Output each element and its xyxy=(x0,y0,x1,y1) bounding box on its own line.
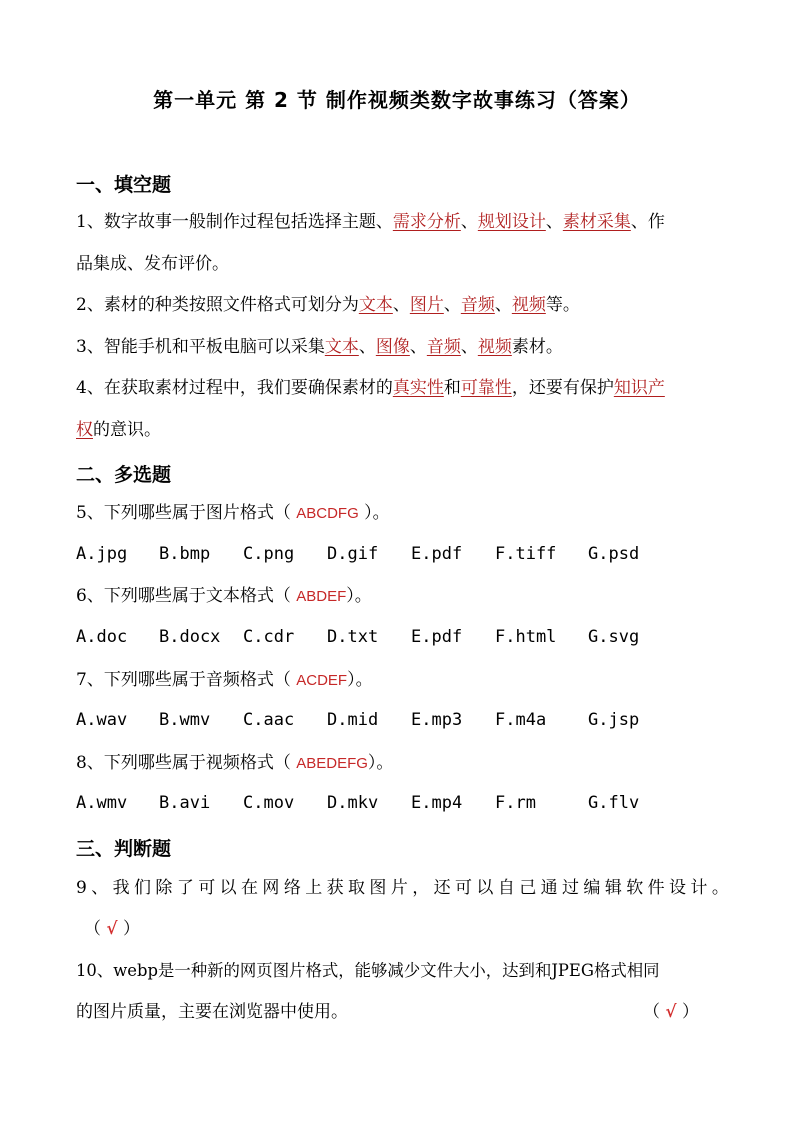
q2-answer-3: 音频 xyxy=(460,295,495,315)
q2-sep: 、 xyxy=(443,295,461,315)
q5-option: D.gif xyxy=(327,544,379,564)
q7-option: A.wav xyxy=(76,710,128,730)
q6-option: A.doc xyxy=(76,627,128,647)
section-heading-multiple-choice: 二、多选题 xyxy=(76,464,172,486)
q5-option: F.tiff xyxy=(495,544,557,564)
q4-prefix: 4、在获取素材过程中，我们要确保素材的 xyxy=(76,378,393,398)
q8-option: A.wmv xyxy=(76,793,128,813)
q2-answer-4: 视频 xyxy=(511,295,546,315)
q7-option: C.aac xyxy=(243,710,295,730)
q7-prefix: 7、下列哪些属于音频格式（ xyxy=(76,670,297,690)
question-3 xyxy=(76,335,721,359)
q3-prefix: 3、智能手机和平板电脑可以采集 xyxy=(76,337,325,357)
question-10-answer xyxy=(643,1000,723,1024)
q3-answer-3: 音频 xyxy=(426,337,461,357)
q8-option: G.flv xyxy=(588,793,640,813)
q2-sep: 、 xyxy=(494,295,512,315)
q5-suffix: ）。 xyxy=(358,503,390,523)
q5-option: C.png xyxy=(243,544,295,564)
question-10: 10、webp是一种新的网页图片格式，能够减少文件大小，达到和JPEG格式相同 xyxy=(76,961,660,980)
q3-answer-2: 图像 xyxy=(375,337,410,357)
q5-option: A.jpg xyxy=(76,544,128,564)
question-4-line-2 xyxy=(76,418,721,442)
q9-open-paren: （ xyxy=(84,919,107,939)
q8-option: B.avi xyxy=(159,793,211,813)
page-title: 第一单元 第 2 节 制作视频类数字故事练习（答案） xyxy=(153,88,641,112)
q6-option: F.html xyxy=(495,627,557,647)
q6-suffix: ）。 xyxy=(346,586,372,606)
q6-option: B.docx xyxy=(159,627,221,647)
question-2 xyxy=(76,293,721,317)
q10-open-paren: （ xyxy=(643,1002,666,1022)
question-4 xyxy=(76,376,721,400)
q5-answer: ABCDFG xyxy=(296,505,359,522)
q3-sep: 、 xyxy=(358,337,376,357)
q3-answer-4: 视频 xyxy=(477,337,512,357)
q2-sep: 、 xyxy=(392,295,410,315)
q8-prefix: 8、下列哪些属于视频格式（ xyxy=(76,753,297,773)
q5-option: G.psd xyxy=(588,544,640,564)
q4-answer-2: 可靠性 xyxy=(460,378,512,398)
q4-mid-2: ，还要有保护 xyxy=(511,378,614,398)
q8-option: F.rm xyxy=(495,793,536,813)
question-5 xyxy=(76,501,721,526)
q6-prefix: 6、下列哪些属于文本格式（ xyxy=(76,586,297,606)
question-1 xyxy=(76,210,721,234)
q8-option: C.mov xyxy=(243,793,295,813)
q1-sep: 、 xyxy=(545,212,563,232)
q2-answer-2: 图片 xyxy=(409,295,444,315)
question-9: 9、我们除了可以在网络上获取图片，还可以自己通过编辑软件设计。 xyxy=(76,878,734,898)
q3-sep: 、 xyxy=(460,337,478,357)
q7-suffix: ）。 xyxy=(347,670,373,690)
question-8 xyxy=(76,751,721,776)
q6-answer: ABDEF xyxy=(296,588,347,605)
q5-option: B.bmp xyxy=(159,544,211,564)
q7-option: F.m4a xyxy=(495,710,547,730)
q1-answer-2: 规划设计 xyxy=(477,212,546,232)
section-heading-true-false: 三、判断题 xyxy=(76,838,172,860)
q1-prefix: 1、数字故事一般制作过程包括选择主题、 xyxy=(76,212,393,232)
q8-option: D.mkv xyxy=(327,793,379,813)
q5-option: E.pdf xyxy=(411,544,463,564)
q1-sep: 、 xyxy=(460,212,478,232)
q8-answer: ABEDEFG xyxy=(296,755,368,772)
question-9-answer xyxy=(84,917,729,941)
q7-option: B.wmv xyxy=(159,710,211,730)
q2-suffix: 等。 xyxy=(545,295,580,315)
q3-suffix: 素材。 xyxy=(511,337,563,357)
q4-answer-3: 知识产 xyxy=(613,378,665,398)
q9-close-paren: ） xyxy=(117,919,140,939)
q6-option: D.txt xyxy=(327,627,379,647)
section-heading-fill-in: 一、填空题 xyxy=(76,174,172,196)
q7-answer: ACDEF xyxy=(296,672,348,689)
q1-suffix: 、作 xyxy=(630,212,665,232)
q4-mid: 和 xyxy=(443,378,461,398)
question-10-line-2: 的图片质量，主要在浏览器中使用。 xyxy=(76,1002,348,1022)
q6-option: C.cdr xyxy=(243,627,295,647)
question-6 xyxy=(76,584,721,609)
q3-answer-1: 文本 xyxy=(324,337,359,357)
q2-answer-1: 文本 xyxy=(358,295,393,315)
q10-close-paren: ） xyxy=(676,1002,699,1022)
question-1-line-2: 品集成、发布评价。 xyxy=(76,254,229,274)
q1-answer-3: 素材采集 xyxy=(562,212,631,232)
q6-option: G.svg xyxy=(588,627,640,647)
q8-suffix: ）。 xyxy=(367,753,394,773)
q4-answer-1: 真实性 xyxy=(392,378,444,398)
q5-prefix: 5、下列哪些属于图片格式（ xyxy=(76,503,297,523)
q6-option: E.pdf xyxy=(411,627,463,647)
q4-answer-3-cont: 权 xyxy=(76,420,93,440)
q1-answer-1: 需求分析 xyxy=(392,212,461,232)
q7-option: E.mp3 xyxy=(411,710,463,730)
q10-check-icon: √ xyxy=(665,1002,677,1022)
q8-option: E.mp4 xyxy=(411,793,463,813)
q3-sep: 、 xyxy=(409,337,427,357)
q2-prefix: 2、素材的种类按照文件格式可划分为 xyxy=(76,295,359,315)
q7-option: D.mid xyxy=(327,710,379,730)
q4-suffix: 的意识。 xyxy=(93,420,161,440)
q7-option: G.jsp xyxy=(588,710,640,730)
question-7 xyxy=(76,668,721,693)
q9-check-icon: √ xyxy=(106,919,118,939)
